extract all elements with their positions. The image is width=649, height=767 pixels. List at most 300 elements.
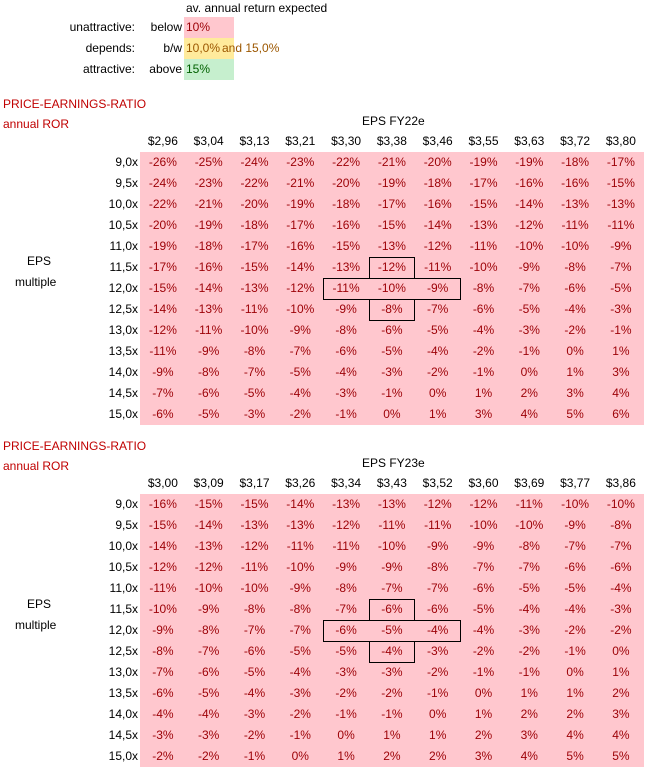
ror-cell: -13%	[552, 194, 598, 215]
ror-cell: -12%	[140, 557, 186, 578]
ror-cell: -6%	[461, 578, 507, 599]
ror-cell: -2%	[369, 683, 415, 704]
ror-cell: -4%	[323, 362, 369, 383]
legend-title: av. annual return expected	[186, 1, 328, 15]
ror-cell: -11%	[369, 515, 415, 536]
legend-label-unattractive: unattractive:	[69, 20, 135, 34]
ror-cell: -11%	[461, 236, 507, 257]
highlight-border	[369, 599, 415, 621]
ror-cell: -7%	[277, 341, 323, 362]
ror-cell: 1%	[369, 725, 415, 746]
eps-column-header: $3,26	[285, 476, 316, 490]
ror-cell: 2%	[506, 383, 552, 404]
ror-cell: -13%	[369, 236, 415, 257]
ror-cell: -9%	[598, 236, 644, 257]
ror-cell: 5%	[552, 746, 598, 767]
ror-cell: -1%	[323, 404, 369, 425]
ror-cell: -6%	[369, 599, 415, 620]
ror-cell: -2%	[415, 362, 461, 383]
multiple-row-header: 11,5x	[109, 260, 138, 274]
ror-cell: -10%	[461, 515, 507, 536]
ror-cell: -16%	[140, 494, 186, 515]
ror-cell: 1%	[598, 662, 644, 683]
ror-cell: -11%	[186, 320, 232, 341]
ror-cell: -6%	[140, 404, 186, 425]
ror-cell: -12%	[323, 515, 369, 536]
ror-cell: -19%	[461, 152, 507, 173]
ror-cell: 3%	[461, 746, 507, 767]
ror-cell: -8%	[552, 257, 598, 278]
ror-cell: -1%	[277, 725, 323, 746]
multiple-row-header: 13,5x	[108, 344, 138, 358]
ror-cell: -10%	[232, 320, 278, 341]
ror-cell: -7%	[232, 620, 278, 641]
ror-cell: -1%	[323, 704, 369, 725]
ror-cell: -15%	[232, 494, 278, 515]
ror-cell: -5%	[598, 278, 644, 299]
ror-cell: -3%	[415, 641, 461, 662]
ror-cell: -11%	[232, 557, 278, 578]
ror-cell: 3%	[598, 704, 644, 725]
ror-cell: 1%	[323, 746, 369, 767]
ror-cell: -8%	[598, 515, 644, 536]
eps-column-header: $3,17	[239, 476, 270, 490]
ror-cell: -10%	[552, 236, 598, 257]
ror-cell: -7%	[506, 278, 552, 299]
ror-cell: -7%	[415, 578, 461, 599]
ror-cell: 1%	[415, 404, 461, 425]
ror-cell: -3%	[598, 599, 644, 620]
multiple-row-header: 15,0x	[108, 407, 138, 421]
highlight-border	[323, 278, 460, 300]
ror-cell: -7%	[461, 557, 507, 578]
ror-cell: -6%	[415, 599, 461, 620]
ror-cell: -12%	[415, 236, 461, 257]
ror-cell: 6%	[598, 404, 644, 425]
ror-cell: -9%	[415, 536, 461, 557]
multiple-row-header: 15,0x	[108, 749, 138, 763]
ror-cell: -9%	[140, 620, 186, 641]
ror-cell: -6%	[461, 299, 507, 320]
ror-cell: -21%	[277, 173, 323, 194]
multiple-row-header: 13,0x	[108, 665, 138, 679]
ror-cell: -12%	[461, 494, 507, 515]
ror-cell: -18%	[323, 194, 369, 215]
ror-cell: -9%	[369, 557, 415, 578]
ror-cell: 3%	[461, 404, 507, 425]
ror-cell: -7%	[369, 578, 415, 599]
ror-cell: -7%	[552, 536, 598, 557]
eps-column-header: $3,52	[422, 476, 453, 490]
eps-header: EPS FY23e	[362, 456, 425, 470]
ror-cell: -15%	[461, 194, 507, 215]
eps-column-header: $3,30	[331, 134, 362, 148]
ror-cell: -10%	[552, 494, 598, 515]
multiple-row-header: 13,0x	[108, 323, 138, 337]
ror-cell: 3%	[598, 362, 644, 383]
ror-cell: 3%	[552, 383, 598, 404]
row-label-eps: EPS	[27, 597, 52, 611]
ror-cell: -12%	[506, 215, 552, 236]
ror-cell: 0%	[506, 362, 552, 383]
ror-cell: -10%	[277, 557, 323, 578]
ror-cell: -9%	[277, 578, 323, 599]
legend-label-depends: depends:	[85, 41, 135, 55]
ror-cell: -11%	[552, 215, 598, 236]
ror-cell: -3%	[186, 725, 232, 746]
ror-cell: -7%	[140, 383, 186, 404]
ror-cell: -4%	[598, 578, 644, 599]
ror-cell: -2%	[552, 620, 598, 641]
ror-cell: -9%	[415, 278, 461, 299]
eps-column-header: $3,43	[376, 476, 407, 490]
table-subtitle: annual ROR	[3, 459, 70, 473]
ror-cell: -8%	[186, 620, 232, 641]
eps-column-header: $3,63	[514, 134, 545, 148]
ror-cell: -13%	[323, 494, 369, 515]
ror-cell: -25%	[186, 152, 232, 173]
ror-cell: -7%	[277, 620, 323, 641]
multiple-row-header: 12,5x	[108, 644, 138, 658]
ror-cell: -12%	[277, 278, 323, 299]
ror-cell: -4%	[277, 662, 323, 683]
ror-cell: -1%	[232, 746, 278, 767]
ror-cell: -22%	[323, 152, 369, 173]
ror-cell: -14%	[186, 278, 232, 299]
ror-cell: -22%	[232, 173, 278, 194]
ror-cell: -1%	[461, 362, 507, 383]
multiple-row-header: 9,0x	[115, 155, 138, 169]
ror-cell: -12%	[232, 536, 278, 557]
row-label-eps: EPS	[27, 254, 52, 268]
ror-table-fy23	[0, 436, 649, 763]
ror-cell: -2%	[232, 725, 278, 746]
ror-cell: -6%	[552, 557, 598, 578]
ror-cell: -4%	[552, 599, 598, 620]
ror-cell: -11%	[277, 536, 323, 557]
eps-column-header: $3,21	[285, 134, 316, 148]
ror-cell: 2%	[369, 746, 415, 767]
ror-cell: -13%	[186, 536, 232, 557]
ror-cell: 1%	[552, 362, 598, 383]
eps-column-header: $3,55	[468, 134, 499, 148]
highlight-border	[369, 299, 415, 321]
multiple-row-header: 9,5x	[115, 176, 138, 190]
ror-cell: -4%	[415, 620, 461, 641]
ror-cell: -11%	[140, 341, 186, 362]
ror-cell: -7%	[415, 299, 461, 320]
ror-cell: -14%	[140, 536, 186, 557]
ror-cell: -16%	[552, 173, 598, 194]
ror-cell: -11%	[323, 536, 369, 557]
ror-cell: 0%	[277, 746, 323, 767]
ror-cell: -14%	[415, 215, 461, 236]
ror-cell: -4%	[277, 383, 323, 404]
ror-cell: -3%	[369, 662, 415, 683]
eps-column-header: $3,34	[331, 476, 362, 490]
legend-label-attractive: attractive:	[82, 62, 135, 76]
multiple-row-header: 14,5x	[108, 386, 138, 400]
ror-cell: -11%	[506, 494, 552, 515]
ror-cell: -10%	[461, 257, 507, 278]
ror-cell: -5%	[186, 404, 232, 425]
ror-cell: -2%	[461, 641, 507, 662]
ror-cell: 0%	[552, 662, 598, 683]
ror-cell: -19%	[506, 152, 552, 173]
ror-cell: -10%	[506, 515, 552, 536]
ror-cell: -6%	[186, 383, 232, 404]
ror-cell: -3%	[323, 383, 369, 404]
ror-cell: -5%	[506, 578, 552, 599]
ror-cell: -7%	[140, 662, 186, 683]
ror-cell: -1%	[552, 641, 598, 662]
ror-cell: -3%	[140, 725, 186, 746]
ror-cell: -5%	[277, 362, 323, 383]
eps-column-header: $3,86	[605, 476, 636, 490]
ror-cell: 2%	[598, 683, 644, 704]
ror-cell: -1%	[369, 704, 415, 725]
multiple-row-header: 11,0x	[109, 239, 138, 253]
ror-cell: -13%	[598, 194, 644, 215]
multiple-row-header: 12,0x	[108, 281, 138, 295]
ror-cell: -9%	[552, 515, 598, 536]
ror-cell: -15%	[140, 515, 186, 536]
ror-cell: -4%	[506, 599, 552, 620]
ror-cell: -15%	[186, 494, 232, 515]
ror-cell: -5%	[415, 320, 461, 341]
ror-cell: 5%	[598, 746, 644, 767]
ror-cell: -16%	[277, 236, 323, 257]
ror-cell: -2%	[277, 704, 323, 725]
ror-cell: -26%	[140, 152, 186, 173]
ror-cell: -7%	[506, 557, 552, 578]
ror-cell: -23%	[277, 152, 323, 173]
ror-cell: -11%	[415, 257, 461, 278]
ror-cell: -3%	[598, 299, 644, 320]
ror-cell: -7%	[323, 599, 369, 620]
ror-cell: -9%	[186, 599, 232, 620]
ror-cell: -19%	[277, 194, 323, 215]
ror-cell: 0%	[323, 725, 369, 746]
ror-cell: -9%	[186, 341, 232, 362]
ror-cell: -24%	[140, 173, 186, 194]
ror-cell: -8%	[232, 599, 278, 620]
ror-cell: -15%	[232, 257, 278, 278]
ror-cell: -13%	[232, 278, 278, 299]
ror-cell: -11%	[323, 278, 369, 299]
ror-cell: -5%	[232, 662, 278, 683]
ror-cell: -5%	[369, 620, 415, 641]
legend-cond-unattractive: below	[150, 20, 182, 34]
ror-cell: 0%	[415, 704, 461, 725]
ror-cell: -14%	[277, 494, 323, 515]
ror-cell: -15%	[323, 236, 369, 257]
ror-cell: 4%	[506, 404, 552, 425]
eps-column-header: $3,46	[422, 134, 453, 148]
ror-cell: -18%	[552, 152, 598, 173]
highlight-border	[323, 620, 460, 642]
eps-column-header: $3,60	[468, 476, 499, 490]
ror-cell: -6%	[323, 620, 369, 641]
ror-cell: -16%	[323, 215, 369, 236]
ror-cell: -8%	[415, 557, 461, 578]
ror-cell: -5%	[461, 599, 507, 620]
ror-cell: -2%	[598, 620, 644, 641]
ror-cell: -19%	[186, 215, 232, 236]
ror-cell: -2%	[186, 746, 232, 767]
ror-cell: -17%	[598, 152, 644, 173]
ror-cell: -21%	[186, 194, 232, 215]
ror-cell: -3%	[506, 320, 552, 341]
eps-column-header: $3,80	[605, 134, 636, 148]
eps-header: EPS FY22e	[362, 114, 425, 128]
ror-cell: 2%	[415, 746, 461, 767]
ror-cell: -6%	[140, 683, 186, 704]
ror-cell: -9%	[140, 362, 186, 383]
ror-cell: -2%	[277, 404, 323, 425]
ror-cell: -4%	[232, 683, 278, 704]
ror-cell: -20%	[415, 152, 461, 173]
ror-cell: -1%	[506, 341, 552, 362]
ror-cell: 0%	[369, 404, 415, 425]
ror-cell: -5%	[186, 683, 232, 704]
ror-cell: 4%	[506, 746, 552, 767]
ror-cell: 1%	[552, 683, 598, 704]
ror-cell: 4%	[598, 383, 644, 404]
ror-cell: -13%	[186, 299, 232, 320]
ror-cell: 1%	[598, 341, 644, 362]
ror-cell: 1%	[415, 725, 461, 746]
ror-cell: -17%	[232, 236, 278, 257]
ror-cell: -1%	[598, 320, 644, 341]
ror-cell: -17%	[140, 257, 186, 278]
ror-cell: -15%	[598, 173, 644, 194]
ror-cell: -2%	[552, 320, 598, 341]
ror-cell: -5%	[506, 299, 552, 320]
multiple-row-header: 9,0x	[115, 497, 138, 511]
ror-cell: -9%	[323, 299, 369, 320]
ror-cell: -10%	[186, 578, 232, 599]
legend-value-attractive: 15%	[186, 62, 211, 76]
ror-table-fy22	[0, 94, 649, 421]
ror-cell: -22%	[140, 194, 186, 215]
eps-column-header: $3,69	[514, 476, 545, 490]
ror-cell: -6%	[552, 278, 598, 299]
ror-cell: -9%	[461, 536, 507, 557]
ror-cell: -9%	[323, 557, 369, 578]
ror-cell: 4%	[552, 725, 598, 746]
ror-cell: -19%	[140, 236, 186, 257]
eps-column-header: $3,00	[147, 476, 178, 490]
eps-column-header: $2,96	[147, 134, 178, 148]
multiple-row-header: 10,5x	[108, 560, 138, 574]
ror-cell: -21%	[369, 152, 415, 173]
ror-cell: -15%	[369, 215, 415, 236]
ror-cell: -12%	[369, 257, 415, 278]
eps-column-header: $3,04	[193, 134, 224, 148]
highlight-border	[369, 257, 415, 279]
eps-column-header: $3,13	[239, 134, 270, 148]
eps-column-header: $3,72	[560, 134, 591, 148]
ror-cell: -8%	[140, 641, 186, 662]
ror-cell: -6%	[598, 557, 644, 578]
ror-cell: 0%	[598, 641, 644, 662]
ror-cell: -4%	[461, 320, 507, 341]
ror-cell: -13%	[323, 257, 369, 278]
multiple-row-header: 14,5x	[108, 728, 138, 742]
ror-cell: -3%	[323, 662, 369, 683]
multiple-row-header: 14,0x	[108, 707, 138, 721]
ror-cell: -5%	[552, 578, 598, 599]
ror-cell: -6%	[186, 662, 232, 683]
ror-cell: -12%	[140, 320, 186, 341]
ror-cell: 2%	[461, 725, 507, 746]
ror-cell: -14%	[140, 299, 186, 320]
ror-cell: -2%	[461, 341, 507, 362]
ror-cell: -11%	[598, 215, 644, 236]
ror-cell: 0%	[415, 383, 461, 404]
ror-cell: -2%	[415, 662, 461, 683]
ror-cell: -7%	[232, 362, 278, 383]
legend-value-unattractive: 10%	[186, 20, 211, 34]
table-title: PRICE-EARNINGS-RATIO	[3, 439, 147, 453]
ror-cell: -13%	[369, 494, 415, 515]
ror-cell: -5%	[277, 641, 323, 662]
ror-cell: -3%	[232, 404, 278, 425]
ror-cell: -4%	[369, 641, 415, 662]
ror-cell: 2%	[506, 704, 552, 725]
ror-cell: -14%	[506, 194, 552, 215]
ror-cell: -16%	[186, 257, 232, 278]
multiple-row-header: 12,5x	[108, 302, 138, 316]
ror-cell: -3%	[506, 620, 552, 641]
legend-extra-depends: and 15,0%	[222, 41, 280, 55]
ror-cell: -10%	[232, 578, 278, 599]
multiple-row-header: 9,5x	[115, 518, 138, 532]
legend-cond-attractive: above	[149, 62, 182, 76]
ror-cell: -15%	[140, 278, 186, 299]
ror-cell: -7%	[186, 641, 232, 662]
ror-cell: -11%	[140, 578, 186, 599]
ror-cell: -1%	[461, 662, 507, 683]
ror-cell: -13%	[461, 215, 507, 236]
legend-cond-depends: b/w	[163, 41, 182, 55]
ror-cell: -3%	[232, 704, 278, 725]
multiple-row-header: 13,5x	[108, 686, 138, 700]
ror-cell: -6%	[369, 320, 415, 341]
multiple-row-header: 10,0x	[108, 197, 138, 211]
ror-cell: -14%	[277, 257, 323, 278]
ror-cell: -5%	[369, 341, 415, 362]
ror-cell: -10%	[277, 299, 323, 320]
ror-cell: -10%	[369, 536, 415, 557]
ror-cell: -8%	[369, 299, 415, 320]
ror-cell: -8%	[186, 362, 232, 383]
ror-cell: -6%	[323, 341, 369, 362]
ror-cell: -2%	[323, 683, 369, 704]
ror-cell: -9%	[506, 257, 552, 278]
ror-cell: -14%	[186, 515, 232, 536]
ror-cell: -8%	[277, 599, 323, 620]
ror-cell: -8%	[232, 341, 278, 362]
eps-column-header: $3,77	[560, 476, 591, 490]
ror-cell: -18%	[415, 173, 461, 194]
multiple-row-header: 11,5x	[109, 602, 138, 616]
ror-cell: 1%	[506, 683, 552, 704]
ror-cell: -7%	[598, 257, 644, 278]
ror-cell: 0%	[552, 341, 598, 362]
ror-cell: 5%	[552, 404, 598, 425]
